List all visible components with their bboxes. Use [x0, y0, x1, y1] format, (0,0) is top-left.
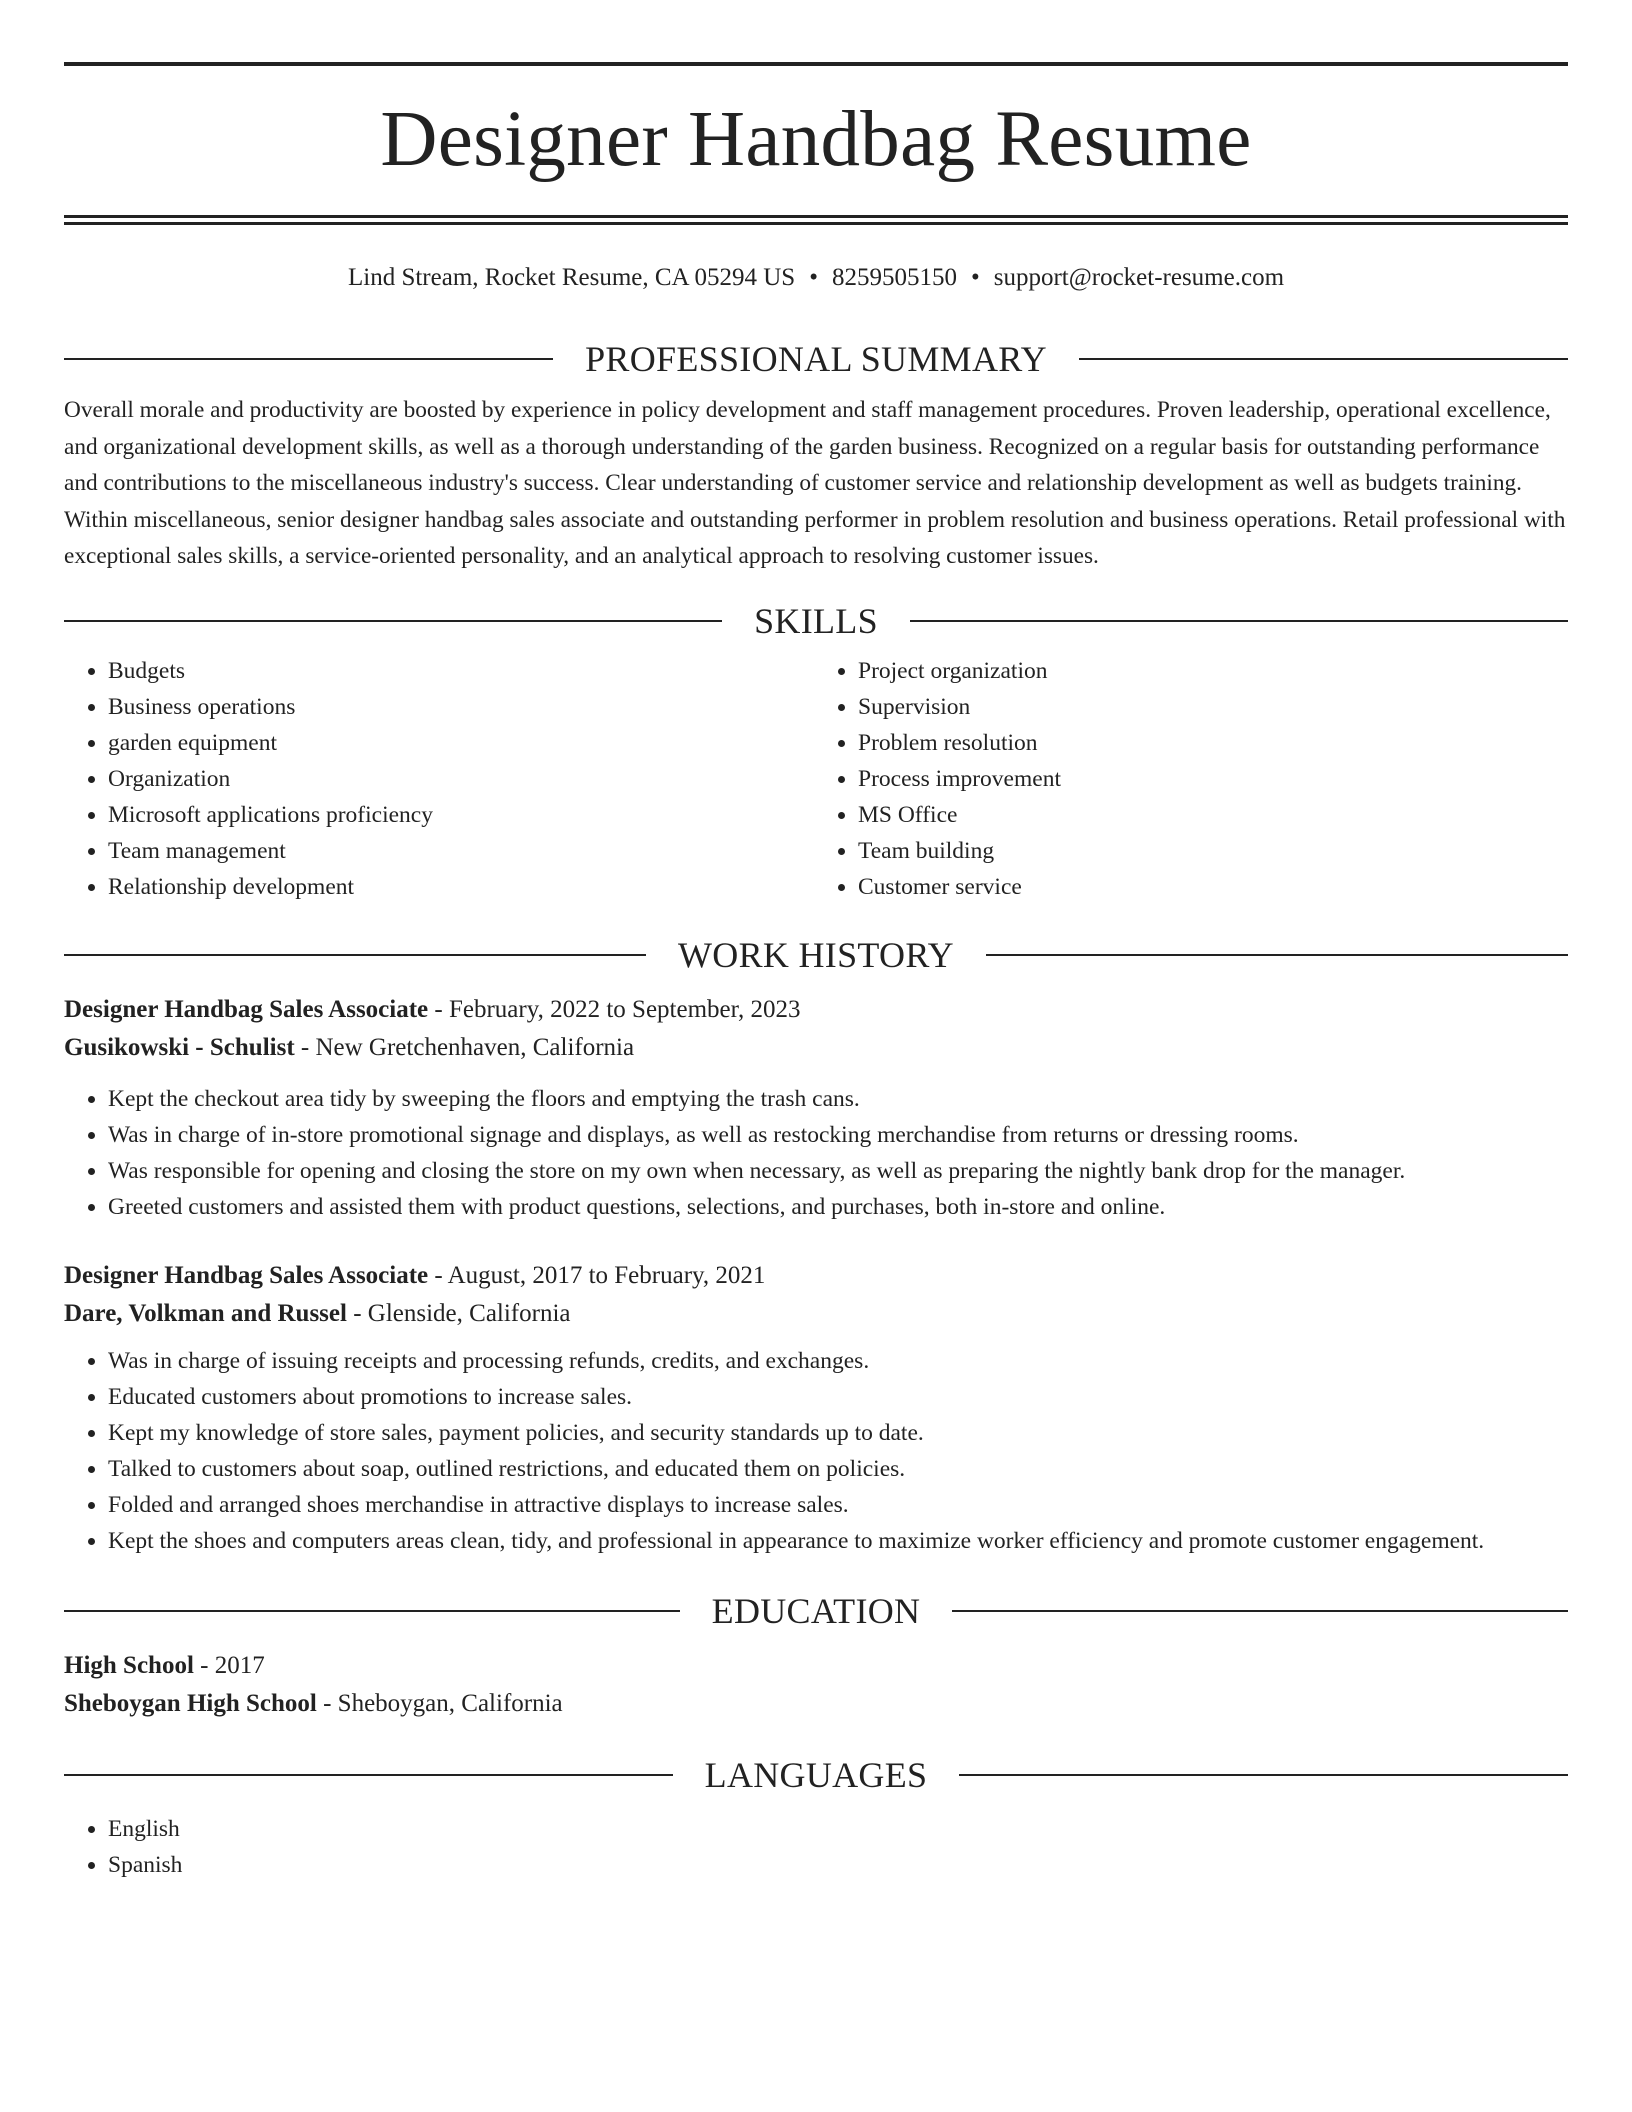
section-rule-left: [64, 620, 722, 622]
education-school: Sheboygan High School: [64, 1689, 317, 1717]
education-degree: High School: [64, 1651, 194, 1679]
section-title-skills: SKILLS: [754, 600, 878, 641]
education-entry: [64, 1647, 1568, 1723]
education-degree-line: [64, 1647, 1568, 1685]
skills-list-left: [64, 653, 816, 905]
job-location: - Glenside, California: [346, 1299, 571, 1327]
job-dates: - February, 2022 to September, 2023: [428, 995, 801, 1023]
skill-item: • Relationship development: [108, 869, 816, 905]
job-spacer: [64, 1225, 1568, 1257]
skills-column-left: [64, 653, 816, 905]
job-bullet: • Was responsible for opening and closing the store on my own when necessary, as well as preparing the nightly bank drop for the manager.: [108, 1153, 1568, 1189]
education-year: - 2017: [193, 1651, 265, 1679]
job-bullet-list: [64, 1081, 1568, 1225]
job-position: Designer Handbag Sales Associate: [64, 1261, 429, 1289]
job-company: Gusikowski - Schulist: [64, 1033, 295, 1061]
skill-item: • garden equipment: [108, 725, 816, 761]
skill-item: • Microsoft applications proficiency: [108, 797, 816, 833]
skills-column-right: [816, 653, 1568, 905]
skill-item: • Business operations: [108, 689, 816, 725]
skill-item: • Team management: [108, 833, 816, 869]
language-item: • Spanish: [108, 1847, 1568, 1883]
header-top-rule: [64, 62, 1568, 66]
skill-item: • Supervision: [858, 689, 1568, 725]
section-rule-right: [1079, 358, 1568, 360]
section-rule-right: [952, 1610, 1568, 1612]
job-title-line: [64, 1257, 1568, 1295]
contact-separator: •: [809, 264, 818, 291]
skill-item: • Team building: [858, 833, 1568, 869]
section-rule-left: [64, 1610, 680, 1612]
resume-name: Designer Handbag Resume: [380, 96, 1252, 183]
job-bullet: • Educated customers about promotions to increase sales.: [108, 1379, 1568, 1415]
skills-grid: [64, 653, 1568, 905]
job-title-line: [64, 991, 1568, 1029]
job-bullet: • Was in charge of issuing receipts and processing refunds, credits, and exchanges.: [108, 1343, 1568, 1379]
section-rule-left: [64, 1774, 673, 1776]
contact-separator: •: [970, 264, 980, 291]
skill-item: • Project organization: [858, 653, 1568, 689]
job-dates: - August, 2017 to February, 2021: [428, 1261, 766, 1289]
section-title-summary: PROFESSIONAL SUMMARY: [585, 339, 1047, 379]
job-bullet: • Kept the shoes and computers areas clean, tidy, and professional in appearance to maximize worker efficiency and promote customer engagement.: [108, 1523, 1568, 1559]
job-bullet: • Kept my knowledge of store sales, payment policies, and security standards up to date.: [108, 1415, 1568, 1451]
language-item: • English: [108, 1811, 1568, 1847]
job-company-line: [64, 1029, 1568, 1067]
contact-phone: 8259505150: [831, 264, 957, 291]
skill-item: • Process improvement: [858, 761, 1568, 797]
job-position: Designer Handbag Sales Associate: [64, 995, 429, 1023]
section-header-skills: [64, 601, 1568, 641]
job-company: Dare, Volkman and Russel: [64, 1299, 347, 1327]
section-title-work: WORK HISTORY: [678, 934, 954, 975]
skill-item: • Customer service: [858, 869, 1568, 905]
contact-address: Lind Stream, Rocket Resume, CA 05294 US: [347, 264, 796, 291]
section-rule-right: [959, 1774, 1568, 1776]
job-bullet-list: [64, 1343, 1568, 1559]
job-bullet: • Kept the checkout area tidy by sweeping the floors and emptying the trash cans.: [108, 1081, 1568, 1117]
job-entry: [64, 991, 1568, 1225]
job-bullet: • Folded and arranged shoes merchandise in attractive displays to increase sales.: [108, 1487, 1568, 1523]
header-double-rule: [64, 215, 1568, 225]
job-company-line: [64, 1295, 1568, 1333]
education-location: - Sheboygan, California: [316, 1689, 563, 1717]
skill-item: • MS Office: [858, 797, 1568, 833]
job-bullet: • Talked to customers about soap, outlined restrictions, and educated them on policies.: [108, 1451, 1568, 1487]
section-title-languages: LANGUAGES: [704, 1754, 928, 1795]
section-header-work: [64, 935, 1568, 975]
section-rule-left: [64, 358, 553, 360]
section-header-summary: [64, 339, 1568, 379]
skill-item: • Problem resolution: [858, 725, 1568, 761]
skill-item: • Budgets: [108, 653, 816, 689]
contact-line: [64, 262, 1568, 294]
job-bullet: • Greeted customers and assisted them with product questions, selections, and purchases, both in-store and online.: [108, 1189, 1568, 1225]
skills-list-right: [816, 653, 1568, 905]
resume-page: [64, 0, 1568, 1883]
job-location: - New Gretchenhaven, California: [294, 1033, 635, 1061]
section-header-education: [64, 1591, 1568, 1631]
job-bullet: • Was in charge of in-store promotional signage and displays, as well as restocking merchandise from returns or dressing rooms.: [108, 1117, 1568, 1153]
job-entry: [64, 1257, 1568, 1559]
summary-text: Overall morale and productivity are boosted by experience in policy development and staff management procedures. Proven leadership, operational excellence, and organizational development skills, as well as a thorough understanding of the garden business. Recognized on a regular basis for outstanding performance and contributions to the miscellaneous industry's success. Clear understanding of customer service and relationship development as well as budgets training. Within miscellaneous, senior designer handbag sales associate and outstanding performer in problem resolution and business operations. Retail professional with exceptional sales skills, a service-oriented personality, and an analytical approach to resolving customer issues.: [64, 397, 1566, 569]
education-school-line: [64, 1685, 1568, 1723]
section-rule-left: [64, 954, 646, 956]
contact-email[interactable]: support@rocket-resume.com: [993, 264, 1285, 291]
languages-list: [64, 1811, 1568, 1883]
section-title-education: EDUCATION: [711, 1590, 921, 1631]
section-rule-right: [986, 954, 1568, 956]
skill-item: • Organization: [108, 761, 816, 797]
section-header-languages: [64, 1755, 1568, 1795]
section-rule-right: [910, 620, 1568, 622]
